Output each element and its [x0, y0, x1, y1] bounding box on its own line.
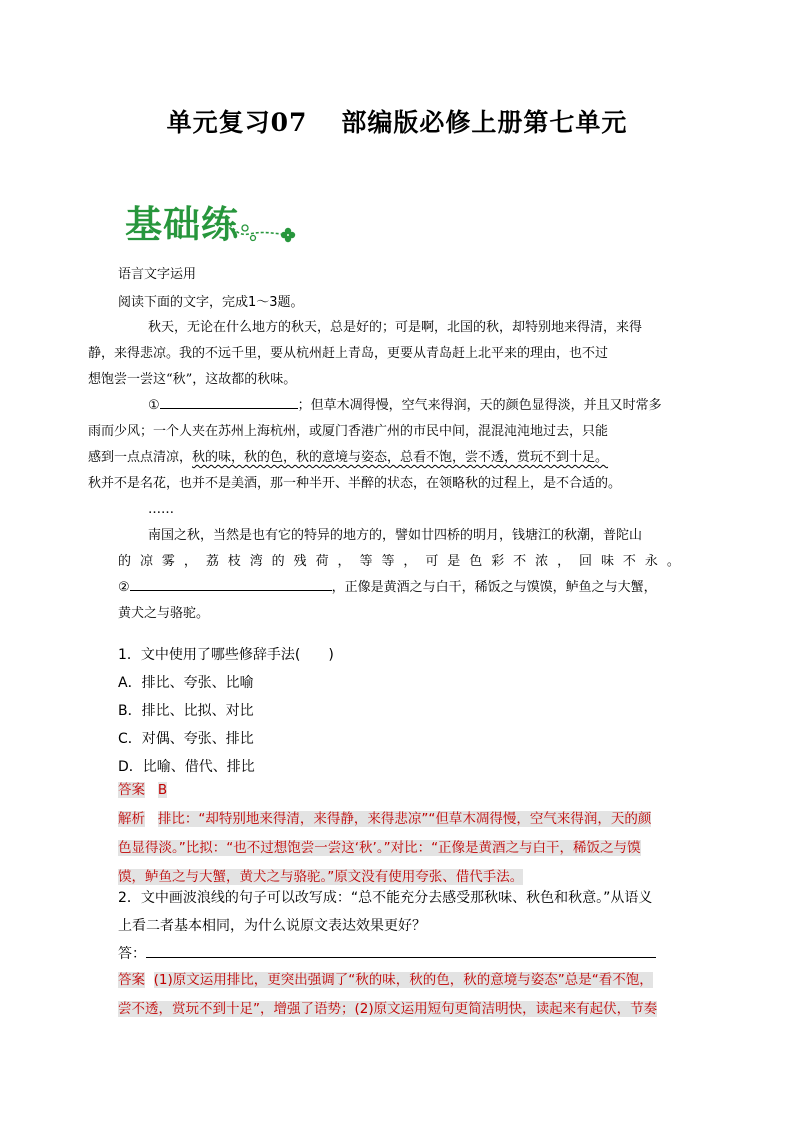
document-title: [0, 103, 794, 139]
justified-char: 可: [425, 554, 439, 569]
justified-char: 枝: [227, 554, 241, 569]
justified-char: 浓: [535, 554, 549, 569]
answer-value: B: [157, 782, 168, 798]
justified-char: 的: [271, 554, 285, 569]
question-1-stem: 1．文中使用了哪些修辞手法( ): [118, 647, 334, 663]
question-1-answer: 答案 B 解析 排比：“却特别地来得清，来得静，来得悲凉”“但草木凋得慢，空气来得润，天的颜 色显得淡。”比拟：“也不过想饱尝一尝这‘秋’。”对比：“正像是黄酒之与白干，稀饭之与馍 馍，鲈鱼之与大蟹，黄犬之与骆驼。”原文没有使用夸张、借代手法。: [118, 782, 652, 885]
question-2: [118, 884, 680, 968]
passage-paragraph-2: ① ；但草木凋得慢，空气来得润，天的颜色显得淡，并且又时常多 雨而少风；一个人夹在苏州上海杭州，或厦门香港广州的市民中间，混混沌沌地过去，只能 感到一点点清凉，秋的味，秋的色，秋的意境与姿态，总看不饱，尝不透，赏玩不到十足。 秋并不是名花，也并不是美酒，那一种半开、半醉的状态，在领略秋的过程上，是不合适的。: [118, 393, 680, 497]
answer-input-line[interactable]: [146, 941, 656, 958]
title-edition: 部编版必修上册第七单元: [341, 108, 628, 137]
option-a: A．排比、夸张、比喻: [118, 675, 254, 691]
justified-char: 回: [579, 554, 593, 569]
blank-1: [160, 394, 298, 409]
justified-char: 凉: [139, 554, 153, 569]
wavy-underlined-sentence: 秋的味，秋的色，秋的意境与姿态，总看不饱，尝不透，赏玩不到十足。: [192, 450, 609, 465]
question-2-answer: 答案 (1)原文运用排比，更突出强调了“秋的味，秋的色，秋的意境与姿态”总是“看不饱， 尝不透，赏玩不到十足”，增强了语势；(2)原文运用短句更简洁明快，读起来有起伏，节奏: [118, 972, 658, 1017]
instruction-text: 阅读下面的文字，完成1～3题。: [118, 295, 304, 310]
answer-label: 答案: [118, 782, 145, 798]
analysis-label: 解析: [118, 811, 145, 827]
basic-practice-logo: [125, 194, 305, 250]
justified-char: 残: [293, 554, 307, 569]
justified-char: 味: [600, 554, 614, 569]
justified-char: 的: [118, 554, 132, 569]
question-2-stem-line-2: 上看二者基本相同，为什么说原文表达效果更好？: [118, 918, 426, 934]
passage-paragraph-3-cont: ② ，正像是黄酒之与白干，稀饭之与馍馍，鲈鱼之与大蟹， 黄犬之与骆驼。: [118, 575, 680, 627]
logo-text: 基础练: [125, 203, 239, 246]
passage-justified-line: [118, 549, 680, 575]
reading-passage: [88, 315, 680, 627]
justified-char: 不: [513, 554, 527, 569]
justified-char: 等: [359, 554, 373, 569]
justified-char: ，: [557, 554, 571, 569]
justified-char: ，: [337, 554, 351, 569]
justified-char: 雾: [161, 554, 175, 569]
question-2-stem-line-1: 2．文中画波浪线的句子可以改写成：“总不能充分去感受那秋味、秋色和秋意。”从语义: [118, 890, 653, 906]
justified-char: 彩: [491, 554, 505, 569]
justified-char: 色: [469, 554, 483, 569]
justified-char: 。: [666, 554, 680, 569]
justified-char: ，: [183, 554, 197, 569]
option-d: D．比喻、借代、排比: [118, 759, 255, 775]
vine-decoration-icon: [225, 214, 300, 246]
question-1: [118, 641, 680, 781]
justified-char: 永: [644, 554, 658, 569]
passage-paragraph-3: 南国之秋，当然是也有它的特异的地方的，譬如廿四桥的明月，钱塘江的秋潮，普陀山: [148, 528, 643, 543]
justified-char: 湾: [249, 554, 263, 569]
blank-2: [130, 576, 332, 591]
justified-char: 荔: [205, 554, 219, 569]
ellipsis: ……: [148, 502, 174, 517]
justified-char: 不: [622, 554, 636, 569]
justified-char: 是: [447, 554, 461, 569]
justified-char: 荷: [315, 554, 329, 569]
answer-label-2: 答案: [118, 972, 145, 988]
justified-char: 等: [381, 554, 395, 569]
option-c: C．对偶、夸张、排比: [118, 731, 254, 747]
answer-prompt: 答：: [118, 940, 680, 968]
option-b: B．排比、比拟、对比: [118, 703, 254, 719]
justified-char: ，: [403, 554, 417, 569]
title-unit: 单元复习07: [166, 108, 308, 137]
section-label: 语言文字运用: [118, 267, 197, 282]
passage-paragraph-1: 秋天，无论在什么地方的秋天，总是好的；可是啊，北国的秋，却特别地来得清，来得 静，来得悲凉。我的不远千里，要从杭州赶上青岛，更要从青岛赶上北平来的理由，也不过 想饱尝一尝这“秋”，这故都的秋味。: [88, 320, 643, 387]
